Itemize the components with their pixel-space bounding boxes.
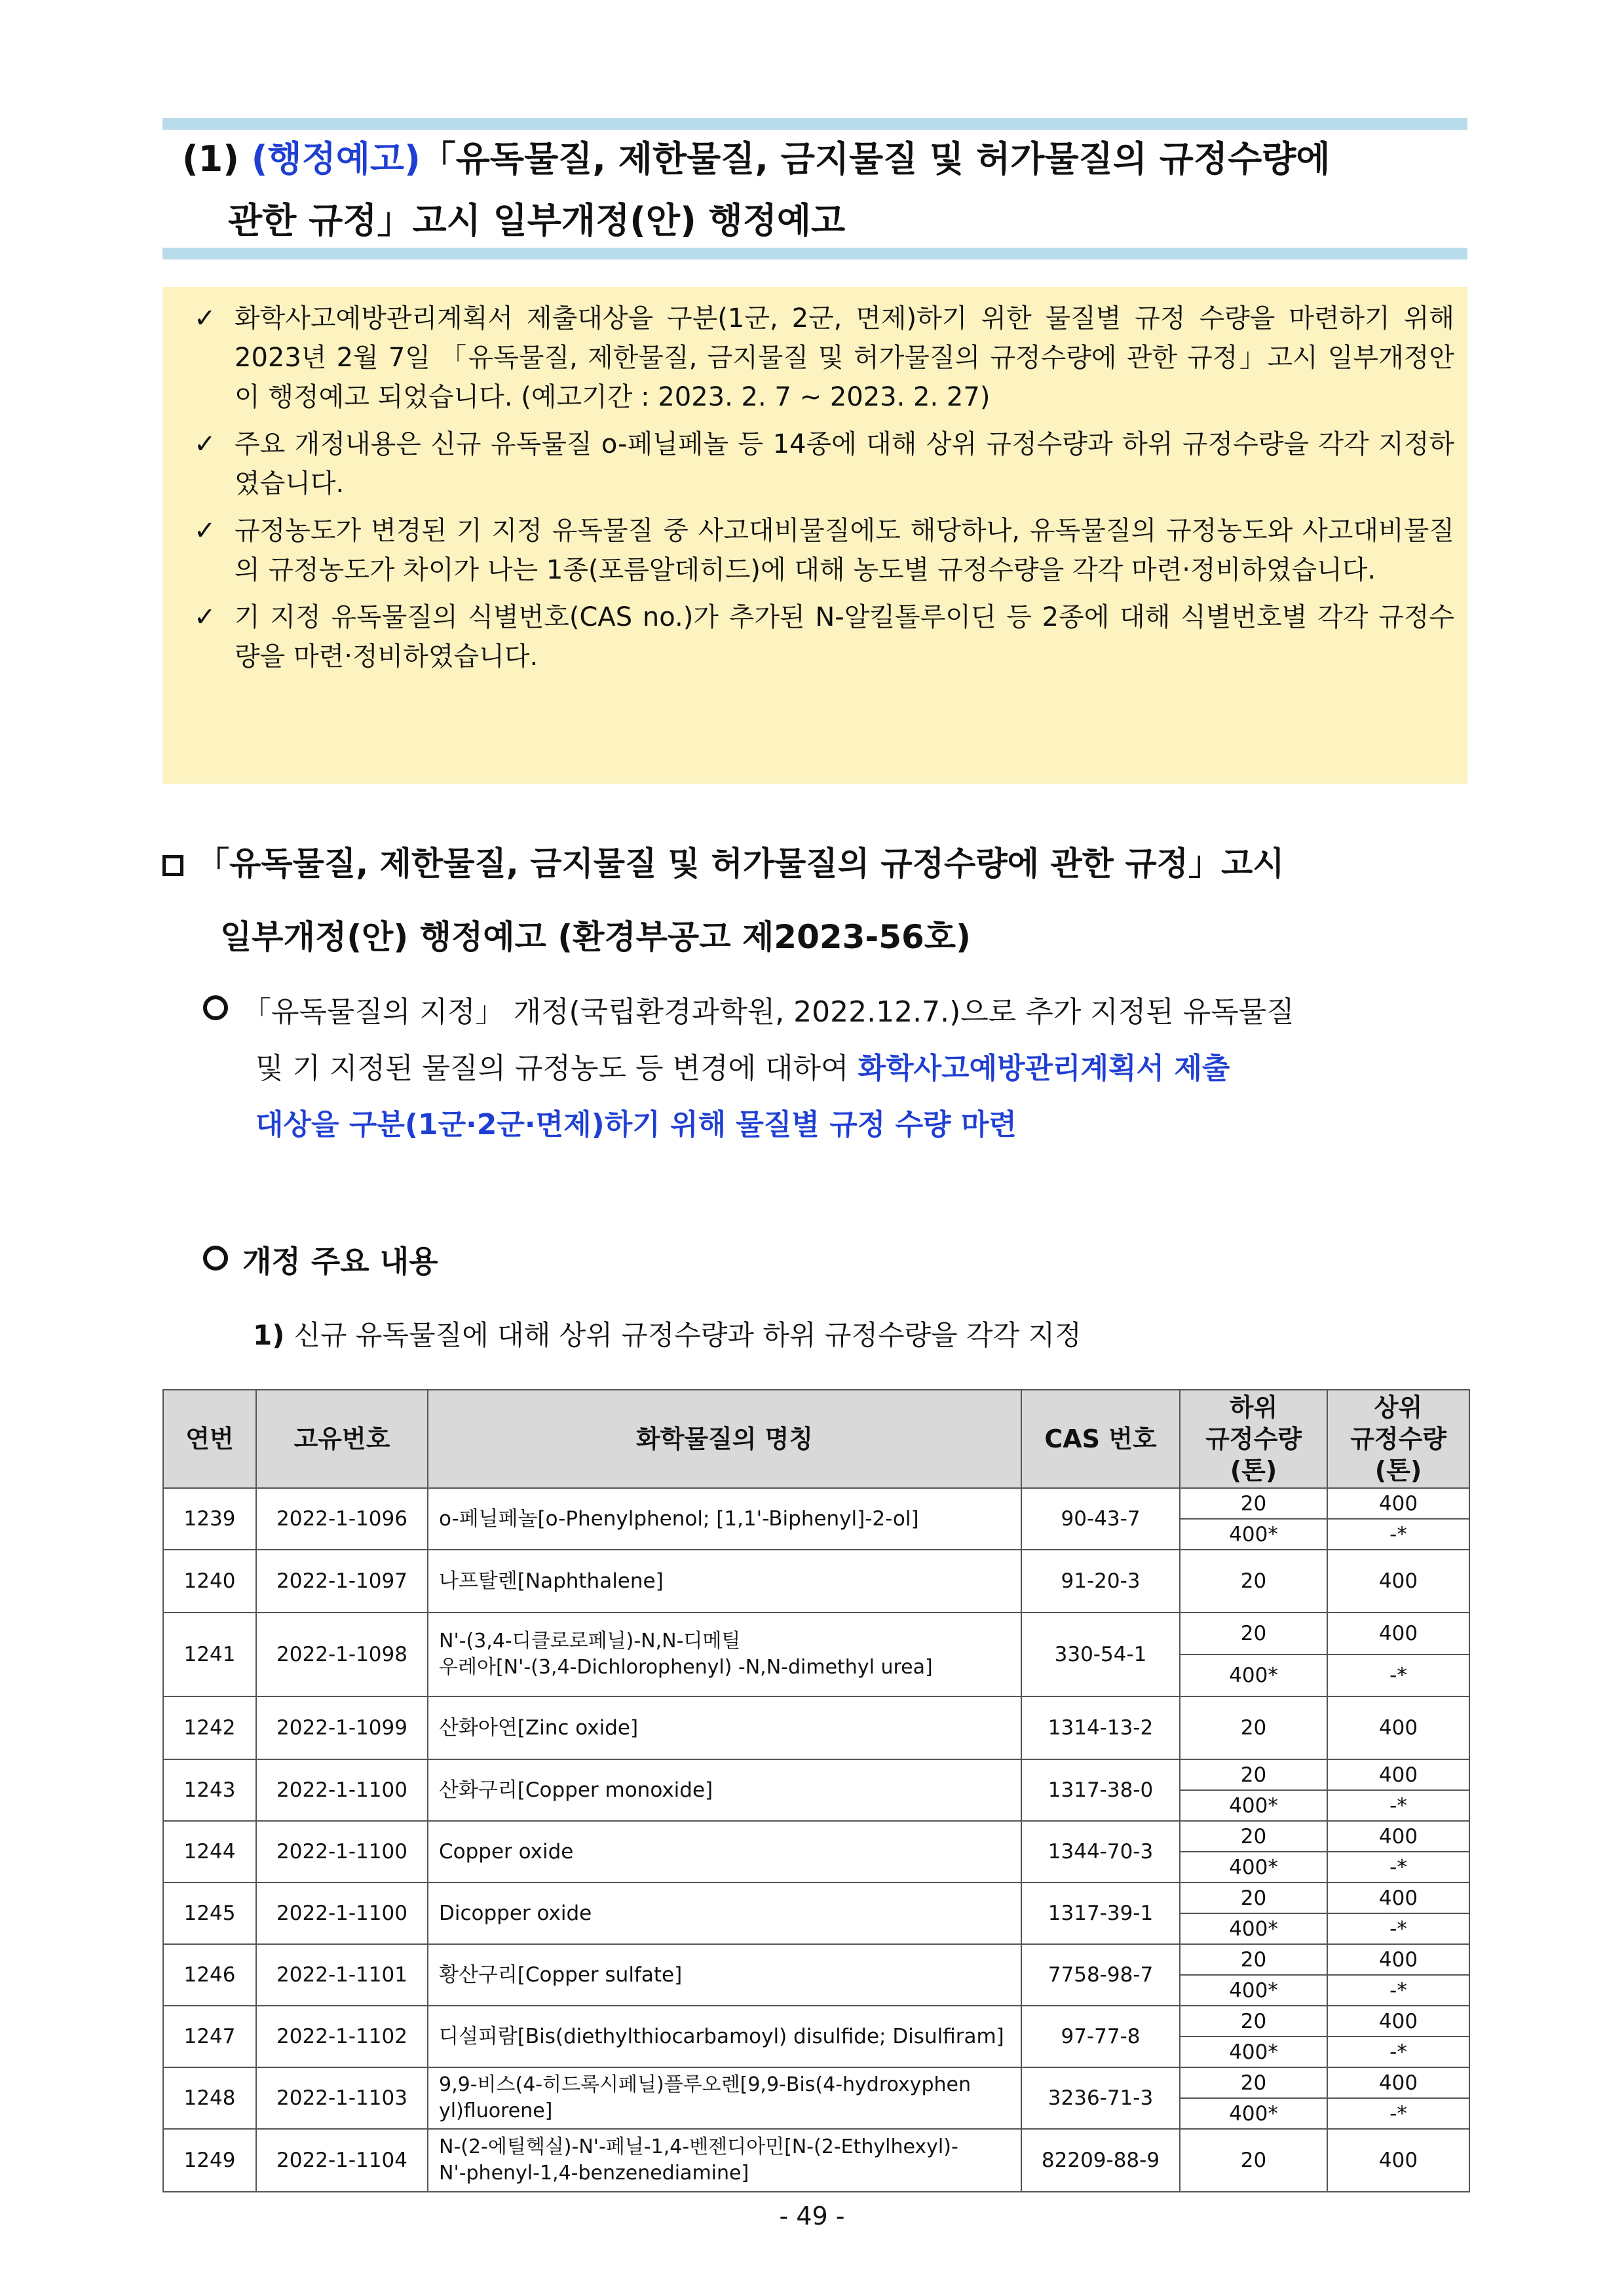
header-line: (톤) bbox=[1230, 1456, 1277, 1485]
table-row: 1245 2022-1-1100 Dicopper oxide 1317-39-1 20 400 bbox=[163, 1883, 1469, 1913]
column-header: 고유번호 bbox=[256, 1390, 428, 1488]
table-subrow: 400* -* bbox=[163, 1519, 1469, 1550]
section-heading-line2: 일부개정(안) 행정예고 (환경부공고 제2023-56호) bbox=[220, 918, 971, 956]
column-header bbox=[1327, 1390, 1469, 1488]
table-subrow: 400* -* bbox=[163, 1913, 1469, 1944]
column-header bbox=[1180, 1390, 1327, 1488]
table-subrow: 400* -* bbox=[163, 1790, 1469, 1821]
table-subrow: 400* -* bbox=[163, 1975, 1469, 2006]
square-bullet-icon bbox=[162, 855, 183, 876]
table-subrow: 400* -* bbox=[163, 1655, 1469, 1696]
table-row: 1246 2022-1-1101 황산구리[Copper sulfate] 7758-98-7 20 400 bbox=[163, 1944, 1469, 1975]
checkmark-icon: ✓ bbox=[194, 602, 216, 632]
table-row: 1242 2022-1-1099 산화아연[Zinc oxide] 1314-13-2 20 400 bbox=[163, 1696, 1469, 1759]
column-header: CAS 번호 bbox=[1021, 1390, 1180, 1488]
title-bottom-rule bbox=[162, 248, 1467, 259]
table-row: 1240 2022-1-1097 나프탈렌[Naphthalene] 91-20-3 20 400 bbox=[163, 1550, 1469, 1613]
summary-item: ✓ 화학사고예방관리계획서 제출대상을 구분(1군, 2군, 면제)하기 위한 물질별 규정 수량을 마련하기 위해 2023년 2월 7일 「유독물질, 제한물질, 금지물질 및 허가물질의 규정수량에 관한 규정」고시 일부개정안이 행정예고 되었습니다. (예고기간 : 2023. 2. 7 ~ 2023. 2. 27) bbox=[176, 299, 1454, 417]
table-row: 1247 2022-1-1102 디설피람[Bis(diethylthiocarbamoyl) disulfide; Disulfiram] 97-77-8 20 400 bbox=[163, 2006, 1469, 2037]
circle-bullet-icon bbox=[203, 1246, 228, 1271]
header-line: 하위 bbox=[1229, 1393, 1278, 1422]
checkmark-icon: ✓ bbox=[194, 516, 216, 546]
subheading: 개정 주요 내용 bbox=[203, 1238, 438, 1284]
table-row: 1243 2022-1-1100 산화구리[Copper monoxide] 1317-38-0 20 400 bbox=[163, 1759, 1469, 1790]
header-line: 상위 bbox=[1374, 1393, 1423, 1422]
bullet-paragraph: 「유독물질의 지정」 개정(국립환경과학원, 2022.12.7.)으로 추가 지정된 유독물질 및 기 지정된 물질의 규정농도 등 변경에 대하여 화학사고예방관리계획서 제출 대상을 구분(1군·2군·면제)하기 위해 물질별 규정 수량 마련 bbox=[203, 984, 1467, 1153]
summary-box bbox=[162, 287, 1467, 784]
title-line2: 관한 규정」고시 일부개정(안) 행정예고 bbox=[228, 200, 846, 241]
summary-item: ✓ 기 지정 유독물질의 식별번호(CAS no.)가 추가된 N-알킬톨루이딘 등 2종에 대해 식별번호별 각각 규정수량을 마련‧정비하였습니다. bbox=[176, 598, 1454, 676]
column-header: 연번 bbox=[163, 1390, 256, 1488]
column-header: 화학물질의 명칭 bbox=[428, 1390, 1021, 1488]
table-row: 1239 2022-1-1096 o-페닐페놀[o-Phenylphenol; [1,1'-Biphenyl]-2-ol] 90-43-7 20 400 bbox=[163, 1488, 1469, 1519]
section-heading: 「유독물질, 제한물질, 금지물질 및 허가물질의 규정수량에 관한 규정」고시 일부개정(안) 행정예고 (환경부공고 제2023-56호) bbox=[162, 827, 1467, 974]
header-line: (톤) bbox=[1374, 1456, 1422, 1485]
title-tag: (행정예고) bbox=[251, 138, 421, 180]
substance-table bbox=[162, 1389, 1470, 2192]
checkmark-icon: ✓ bbox=[194, 303, 216, 334]
checkmark-icon: ✓ bbox=[194, 429, 216, 459]
numbered-item: 1) 신규 유독물질에 대해 상위 규정수량과 하위 규정수량을 각각 지정 bbox=[253, 1319, 1082, 1351]
table-row: 1241 2022-1-1098 N'-(3,4-디클로로페닐)-N,N-디메틸 우레아[N'-(3,4-Dichlorophenyl) -N,N-dimethyl urea] 330-54-1 20 400 bbox=[163, 1613, 1469, 1655]
table-subrow: 400* -* bbox=[163, 2098, 1469, 2129]
summary-item: ✓ 주요 개정내용은 신규 유독물질 o-페닐페놀 등 14종에 대해 상위 규정수량과 하위 규정수량을 각각 지정하였습니다. bbox=[176, 425, 1454, 503]
table-subrow: 400* -* bbox=[163, 1852, 1469, 1883]
title-line1: 「유독물질, 제한물질, 금지물질 및 허가물질의 규정수량에 bbox=[420, 138, 1331, 180]
title-number: (1) bbox=[182, 138, 239, 180]
table-row: 1244 2022-1-1100 Copper oxide 1344-70-3 20 400 bbox=[163, 1821, 1469, 1852]
table-subrow: 400* -* bbox=[163, 2037, 1469, 2067]
highlight-text: 화학사고예방관리계획서 제출 bbox=[858, 1052, 1230, 1085]
table-header-row bbox=[163, 1390, 1469, 1488]
header-line: 규정수량 bbox=[1350, 1425, 1446, 1453]
circle-bullet-icon bbox=[203, 995, 228, 1020]
summary-item: ✓ 규정농도가 변경된 기 지정 유독물질 중 사고대비물질에도 해당하나, 유독물질의 규정농도와 사고대비물질의 규정농도가 차이가 나는 1종(포름알데히드)에 대해 농도별 규정수량을 각각 마련‧정비하였습니다. bbox=[176, 511, 1454, 590]
highlight-text: 대상을 구분(1군·2군·면제)하기 위해 물질별 규정 수량 마련 bbox=[255, 1108, 1017, 1141]
table-row: 1249 2022-1-1104 N-(2-에틸헥실)-N'-페닐-1,4-벤젠디아민[N-(2-Ethylhexyl)- N'-phenyl-1,4-benzenediamine] 82209-88-9 20 400 bbox=[163, 2129, 1469, 2192]
table-row: 1248 2022-1-1103 9,9-비스(4-히드록시페닐)플루오렌[9,9-Bis(4-hydroxyphen yl)fluorene] 3236-71-3 20 400 bbox=[163, 2067, 1469, 2098]
page-title bbox=[182, 128, 1466, 252]
header-line: 규정수량 bbox=[1205, 1425, 1302, 1453]
page-number: - 49 - bbox=[779, 2202, 845, 2230]
